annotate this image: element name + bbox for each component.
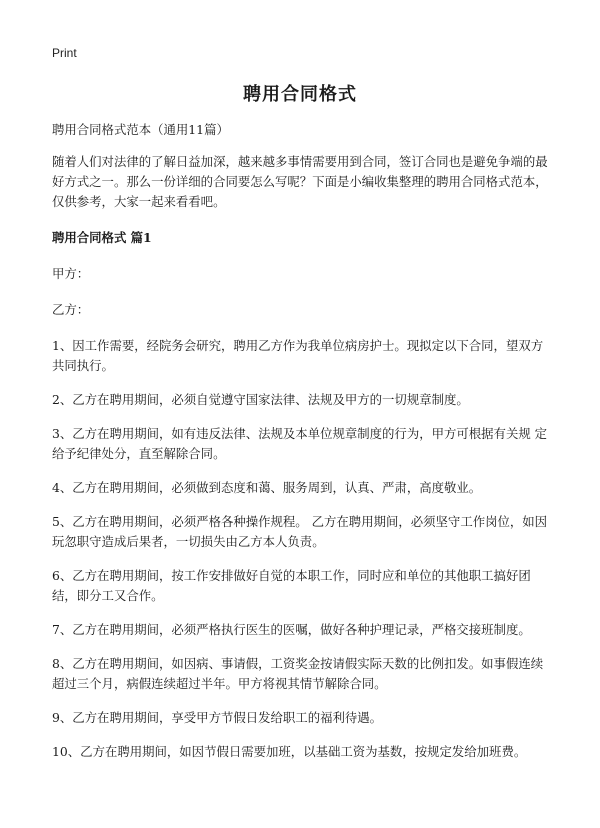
party-a-label: 甲方： [52,266,90,281]
clause-paragraph: 10、乙方在聘用期间，如因节假日需要加班，以基础工资为基数，按规定发给加班费。 [52,744,527,759]
document-subtitle: 聘用合同格式范本（通用11篇） [52,122,229,137]
clause-paragraph: 1、因工作需要，经院务会研究，聘用乙方作为我单位病房护士。现拟定以下合同，望双方共同执行。 [52,338,544,373]
document-body [52,120,552,776]
clause-paragraph: 3、乙方在聘用期间，如有违反法律、法规及本单位规章制度的行为，甲方可根据有关规 定给予纪律处分，直至解除合同。 [52,426,548,461]
intro-paragraph: 随着人们对法律的了解日益加深，越来越多事情需要用到合同，签订合同也是避免争端的最好方式之一。那么一份详细的合同要怎么写呢？下面是小编收集整理的聘用合同格式范本，仅供参考，大家一起来看看吧。 [52,154,548,209]
party-b-label: 乙方： [52,302,90,317]
clause-paragraph: 2、乙方在聘用期间，必须自觉遵守国家法律、法规及甲方的一切规章制度。 [52,392,469,407]
clause-paragraph: 8、乙方在聘用期间，如因病、事请假，工资奖金按请假实际天数的比例扣发。如事假连续超过三个月，病假连续超过半年。甲方将视其情节解除合同。 [52,656,544,691]
clause-paragraph: 4、乙方在聘用期间，必须做到态度和蔼、服务周到，认真、严肃，高度敬业。 [52,480,482,495]
page-title: 聘用合同格式 [243,84,357,105]
section-heading: 聘用合同格式 篇1 [52,230,152,245]
print-link[interactable]: Print [52,46,77,60]
clause-paragraph: 5、乙方在聘用期间，必须严格各种操作规程。 乙方在聘用期间，必须坚守工作岗位，如因玩忽职守造成后果者，一切损失由乙方本人负责。 [52,514,548,549]
clause-paragraph: 9、乙方在聘用期间，享受甲方节假日发给职工的福利待遇。 [52,710,383,725]
clause-paragraph: 6、乙方在聘用期间，按工作安排做好自觉的本职工作，同时应和单位的其他职工搞好团结，即分工又合作。 [52,568,531,603]
clause-paragraph: 7、乙方在聘用期间，必须严格执行医生的医嘱，做好各种护理记录，严格交接班制度。 [52,622,531,637]
